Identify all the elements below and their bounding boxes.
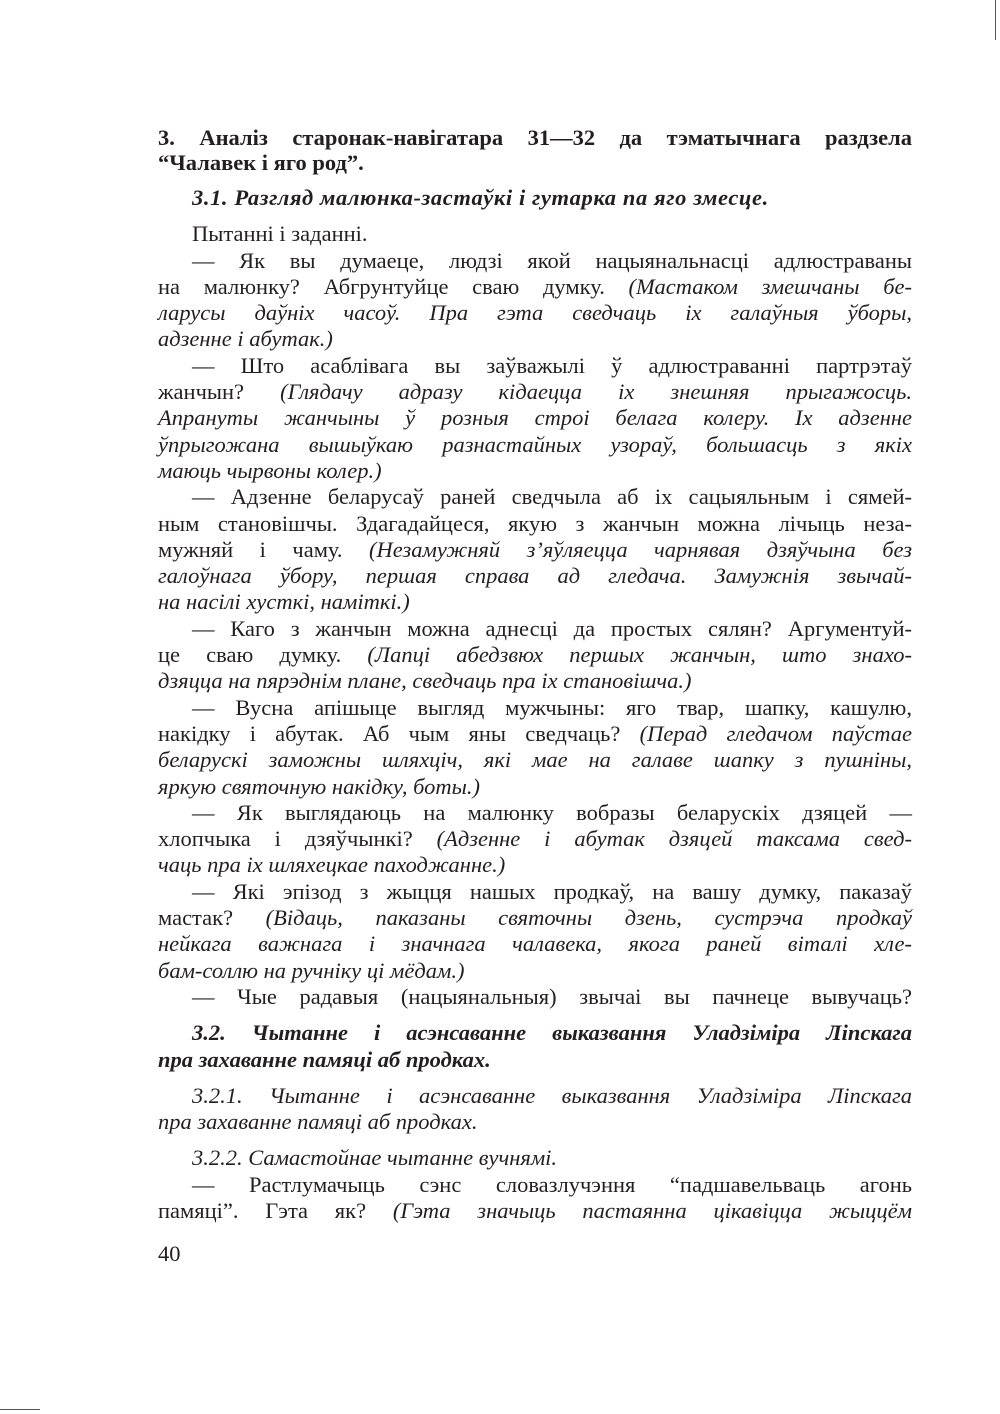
italic-answer-run: 3.2. Чытанне і асэнсаванне выказвання Уладзіміра Ліпскага: [192, 1020, 912, 1046]
text-line: [158, 800, 912, 826]
paragraph: [158, 695, 912, 800]
text-line: [158, 458, 912, 484]
text-line: [158, 248, 912, 274]
page-body: [158, 125, 912, 1224]
text-run: це сваю думку.: [158, 642, 368, 668]
subsection-heading: [158, 185, 912, 211]
text-line: [158, 353, 912, 379]
text-line: [158, 432, 912, 458]
italic-answer-run: ўпрыгожана вышыўкаю разнастайных узораў, большасць з якіх: [158, 431, 912, 457]
italic-answer-run: 3.2.2. Самастойнае чытанне вучнямі.: [192, 1145, 558, 1171]
text-run: хлопчыка і дзяўчынкі?: [158, 826, 437, 852]
italic-answer-run: пра захаванне памяці аб продках.: [158, 1109, 478, 1135]
text-line: [158, 931, 912, 957]
text-line: [158, 589, 912, 615]
paragraph: [158, 800, 912, 879]
italic-answer-run: маюць чырвоны колер.): [158, 457, 382, 483]
text-line: [158, 221, 912, 247]
text-line: [158, 405, 912, 431]
text-line: [158, 905, 912, 931]
text-run: Пытанні і заданні.: [192, 221, 368, 247]
text-line: [158, 1109, 912, 1135]
paragraph: [158, 1172, 912, 1225]
italic-answer-run: бам-соллю на ручніку ці мёдам.): [158, 957, 465, 983]
paragraph: [158, 484, 912, 615]
italic-answer-run: (Гэта значыць пастаянна цікавіцца жыццём: [392, 1197, 913, 1223]
italic-answer-run: (Адзенне і абутак дзяцей таксама свед-: [436, 826, 912, 852]
paragraph: [158, 879, 912, 984]
italic-answer-run: 3. Аналіз старонак-навігатара 31—32 да тэматычнага раздзела: [158, 125, 912, 150]
text-line: [158, 958, 912, 984]
text-run: — Які эпізод з жыцця нашых продкаў, на вашу думку, паказаў: [192, 878, 912, 904]
text-run: — Што асаблівага вы заўважылі ў адлюстраванні партрэтаў: [192, 352, 912, 378]
text-line: [158, 1020, 912, 1046]
italic-answer-run: пра захаванне памяці аб продках.: [158, 1046, 491, 1072]
subsection-heading: [158, 1145, 912, 1171]
italic-answer-run: (Мастаком змешчаны бе-: [628, 273, 913, 299]
text-line: [158, 616, 912, 642]
italic-answer-run: 3.2.1. Чытанне і асэнсаванне выказвання Уладзіміра Ліпскага: [192, 1082, 912, 1108]
text-line: [158, 150, 912, 175]
text-line: [158, 1198, 912, 1224]
subsection-heading: [158, 1020, 912, 1073]
text-line: [158, 1145, 912, 1171]
text-run: памяці”. Гэта як?: [158, 1197, 393, 1223]
text-line: [158, 1047, 912, 1073]
text-line: [158, 300, 912, 326]
text-line: [158, 826, 912, 852]
text-line: [158, 537, 912, 563]
italic-answer-run: адзенне і абутак.): [158, 326, 333, 352]
paragraph: [158, 616, 912, 695]
text-run: ным становішчы. Здагадайцеся, якую з жанчын можна лічыць неза-: [158, 510, 912, 536]
text-line: [158, 1172, 912, 1198]
crop-mark: [995, 0, 996, 40]
paragraph: [158, 248, 912, 353]
text-line: [158, 274, 912, 300]
italic-answer-run: (Перад гледачом паўстае: [639, 720, 912, 746]
italic-answer-run: (Лапці абедзвюх першых жанчын, што знахо-: [367, 642, 912, 668]
text-run: на малюнку? Абгрунтуйце сваю думку.: [158, 273, 629, 299]
text-line: [158, 695, 912, 721]
text-run: накідку і абутак. Аб чым яны сведчаць?: [158, 720, 640, 746]
text-line: [158, 747, 912, 773]
text-run: — Як выглядаюць на малюнку вобразы беларускіх дзяцей —: [192, 799, 912, 825]
paragraph: [158, 984, 912, 1010]
italic-answer-run: ларусы даўніх часоў. Пра гэта сведчаць іх галаўныя ўборы,: [158, 300, 912, 326]
italic-answer-run: чаць пра іх шляхецкае паходжанне.): [158, 852, 506, 878]
italic-answer-run: (Глядачу адразу кідаецца іх знешняя прыгажосць.: [280, 379, 912, 405]
text-line: [158, 125, 912, 150]
text-line: [158, 511, 912, 537]
text-run: жанчын?: [158, 379, 281, 405]
text-line: [158, 379, 912, 405]
italic-answer-run: Апрануты жанчыны ў розныя строі белага колеру. Іх адзенне: [158, 405, 912, 431]
section-heading: [158, 125, 912, 175]
italic-answer-run: галоўнага ўбору, першая справа ад гледача. Замужнія звычай-: [158, 563, 912, 589]
page-number: 40: [158, 1241, 181, 1266]
italic-answer-run: дзяцца на пярэднім плане, сведчаць пра іх становішча.): [158, 668, 692, 694]
subsection-heading: [158, 221, 912, 247]
italic-answer-run: “Чалавек і яго род”.: [158, 150, 364, 175]
crop-mark: [0, 1409, 40, 1410]
text-line: [158, 563, 912, 589]
text-run: — Як вы думаеце, людзі якой нацыянальнасці адлюстраваны: [192, 247, 912, 273]
italic-answer-run: нейкага важнага і значнага чалавека, якога раней віталі хле-: [158, 931, 912, 957]
text-line: [158, 642, 912, 668]
italic-answer-run: беларускі заможны шляхціч, які мае на галаве шапку з пушніны,: [158, 747, 912, 773]
text-line: [158, 326, 912, 352]
text-line: [158, 1083, 912, 1109]
paragraph: [158, 353, 912, 484]
text-line: [158, 721, 912, 747]
text-run: — Растлумачыць сэнс словазлучэння “падшавельваць агонь: [192, 1171, 912, 1197]
text-line: [158, 879, 912, 905]
italic-answer-run: на насілі хусткі, наміткі.): [158, 589, 410, 615]
italic-answer-run: яркую святочную накідку, боты.): [158, 773, 480, 799]
italic-answer-run: (Незамужняй з’яўляецца чарнявая дзяўчына без: [369, 536, 912, 562]
text-line: [158, 984, 912, 1010]
text-line: [158, 852, 912, 878]
text-line: [158, 774, 912, 800]
text-run: — Адзенне беларусаў раней сведчыла аб іх сацыяльным і сямей-: [192, 484, 912, 510]
text-run: мастак?: [158, 905, 266, 931]
text-line: [158, 484, 912, 510]
italic-answer-run: (Відаць, паказаны святочны дзень, сустрэча продкаў: [265, 905, 912, 931]
text-run: мужняй і чаму.: [158, 536, 370, 562]
italic-answer-run: 3.1. Разгляд малюнка-застаўкі і гутарка па яго змесце.: [192, 185, 769, 210]
text-run: — Чые радавыя (нацыянальныя) звычаі вы пачнеце вывучаць?: [192, 983, 912, 1009]
subsection-heading: [158, 1083, 912, 1136]
text-run: — Вусна апішыце выгляд мужчыны: яго твар, шапку, кашулю,: [192, 694, 912, 720]
text-line: [158, 668, 912, 694]
text-line: [158, 185, 912, 211]
text-run: — Каго з жанчын можна аднесці да простых сялян? Аргументуй-: [192, 615, 912, 641]
